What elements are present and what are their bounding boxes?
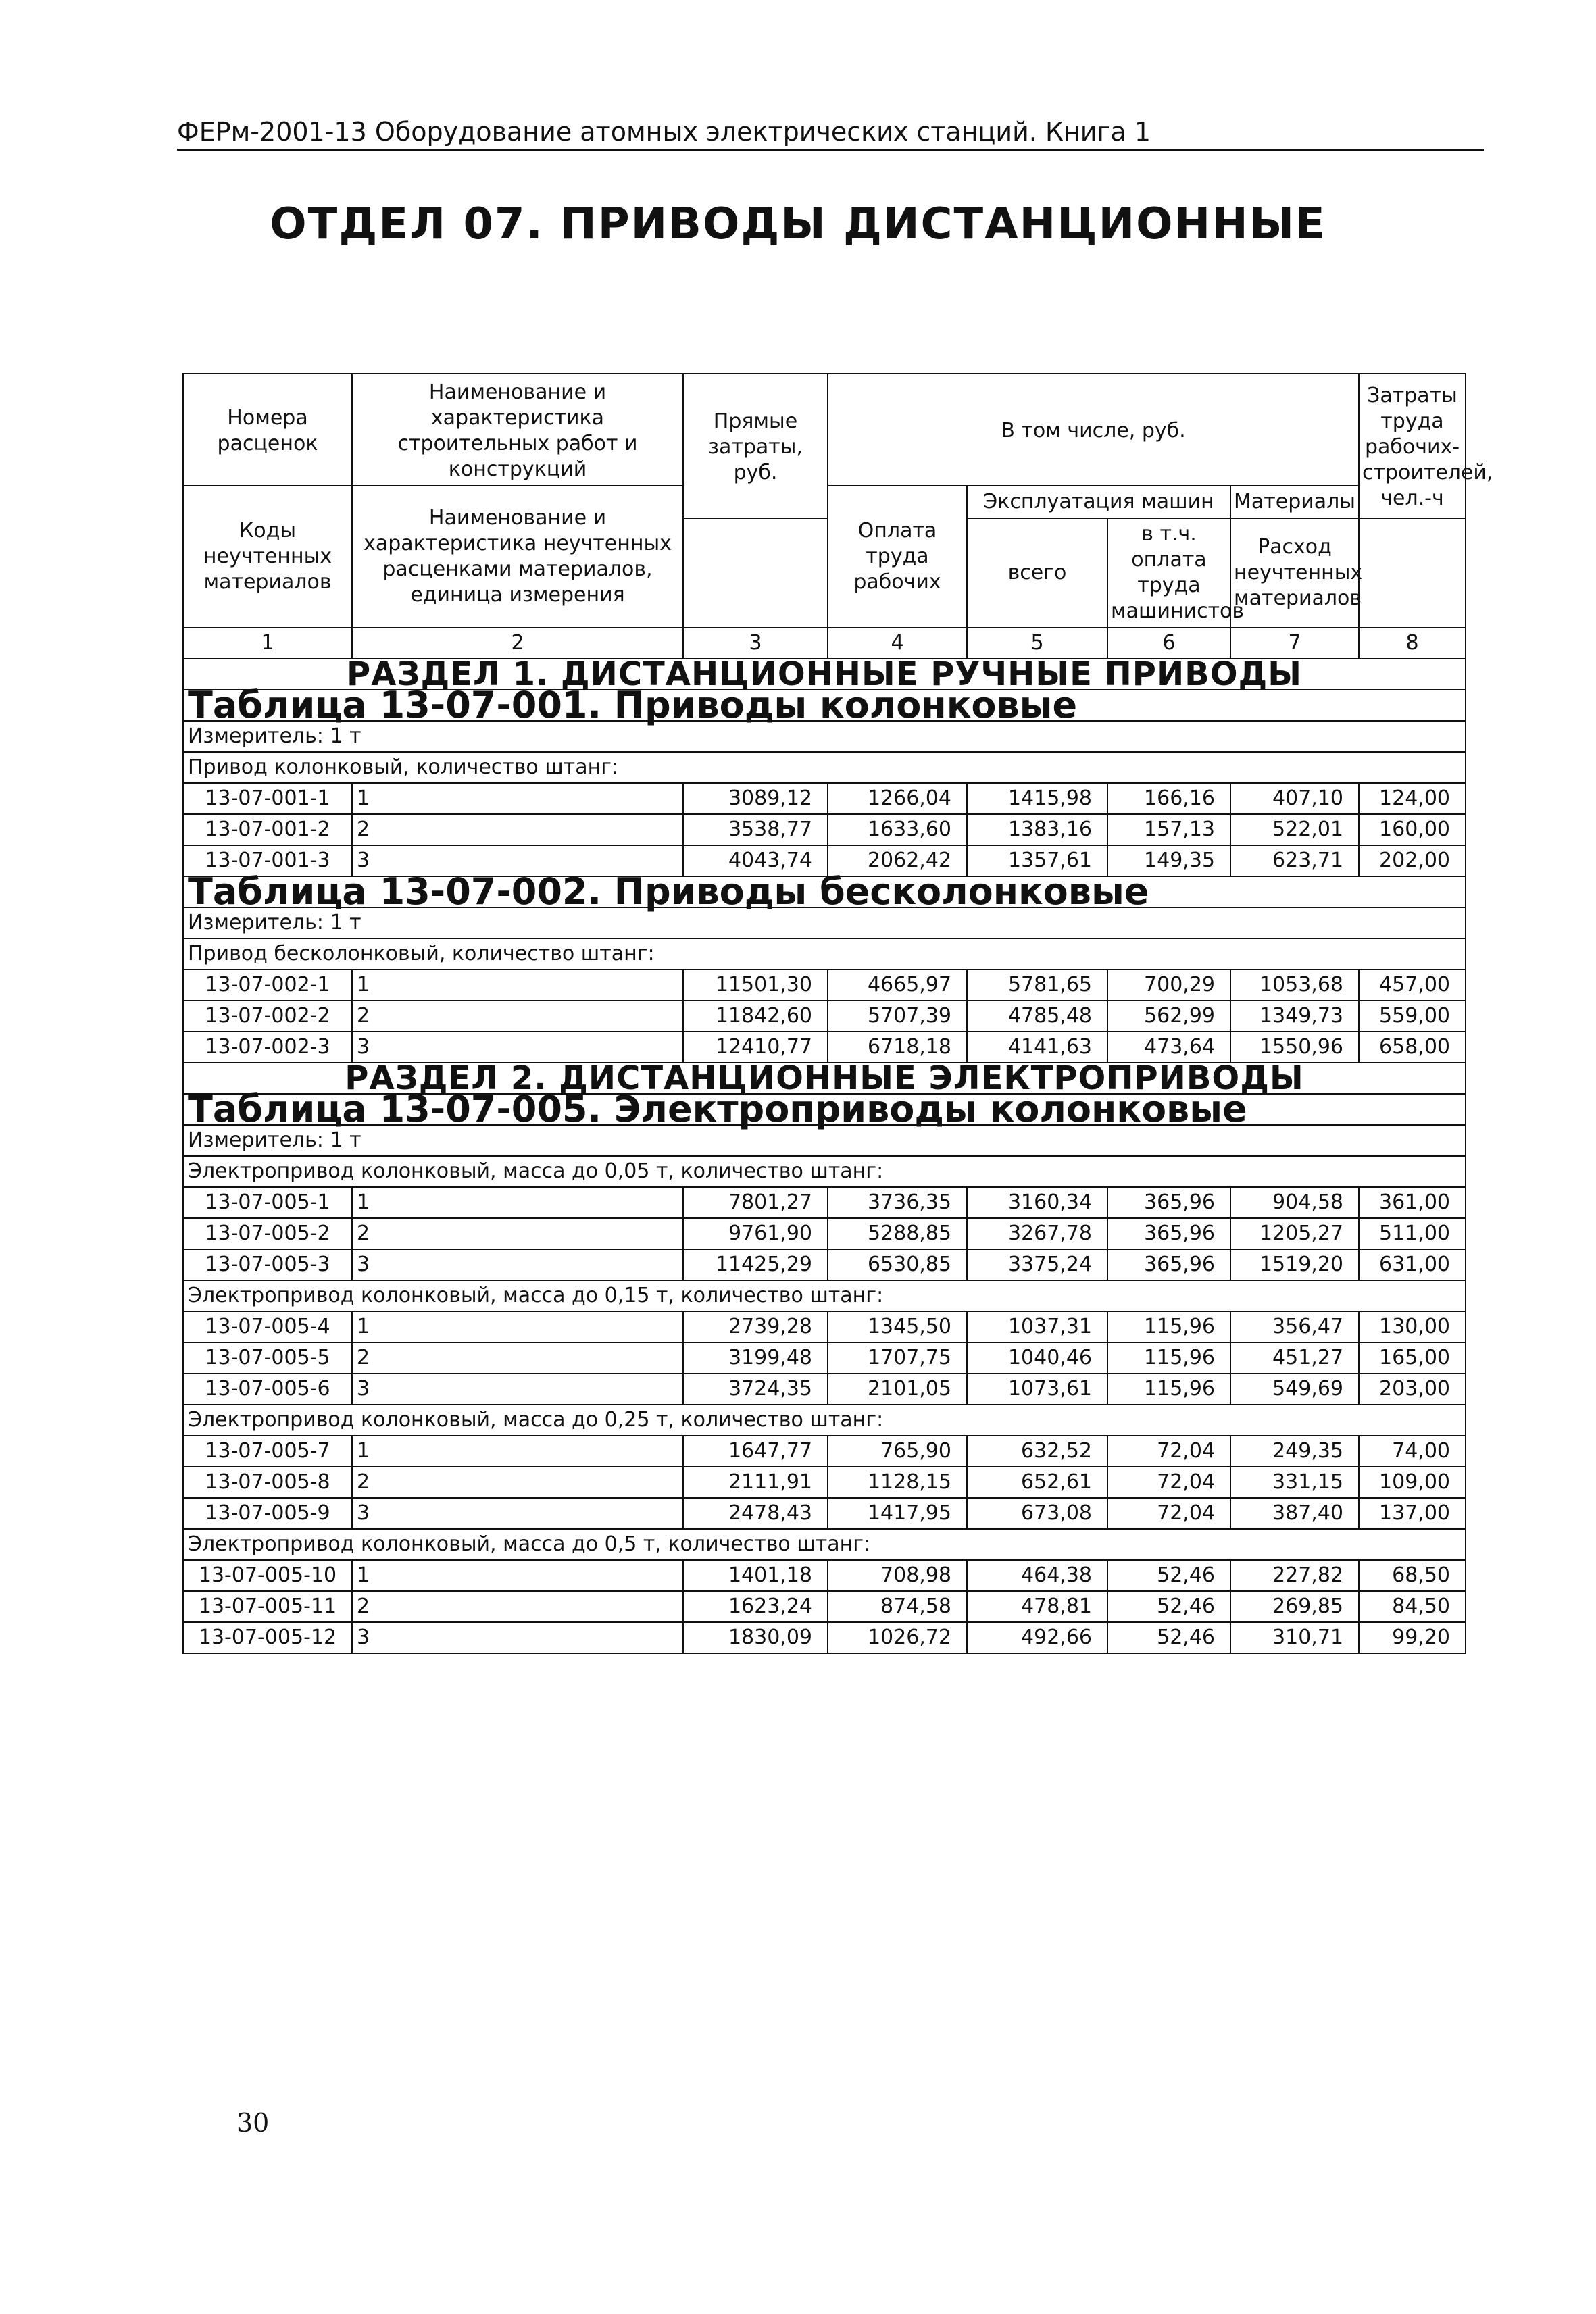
table-row [183,1498,1466,1529]
table-cell: 99,20 [1359,1622,1466,1653]
table-cell: 3 [352,1249,683,1280]
table-title-row [183,690,1466,721]
table-cell: 1073,61 [967,1374,1107,1405]
col-labor-costs-cont [1359,518,1466,628]
col-work-name: Наименование и характеристика строительных работ и конструкций [352,374,683,486]
table-cell: 157,13 [1107,814,1230,845]
table-cell: 1417,95 [828,1498,967,1529]
table-cell: 72,04 [1107,1436,1230,1467]
table-cell: 365,96 [1107,1249,1230,1280]
table-cell: 904,58 [1230,1187,1359,1218]
table-cell: 1 [352,783,683,814]
col-incl-rub: В том числе, руб. [828,374,1359,486]
table-title: Таблица 13-07-001. Приводы колонковые [183,690,1466,721]
table-cell: 1128,15 [828,1467,967,1498]
table-cell: 3538,77 [683,814,828,845]
section-title: РАЗДЕЛ 2. ДИСТАНЦИОННЫЕ ЭЛЕКТРОПРИВОДЫ [183,1063,1466,1094]
table-cell: 451,27 [1230,1342,1359,1374]
table-cell: 631,00 [1359,1249,1466,1280]
col-materials: Материалы [1230,486,1359,518]
table-title: Таблица 13-07-005. Электроприводы колонковые [183,1094,1466,1125]
col-number: 1 [183,628,352,659]
table-cell: 361,00 [1359,1187,1466,1218]
rates-table [182,373,1493,1654]
table-cell: 1519,20 [1230,1249,1359,1280]
table-cell: 673,08 [967,1498,1107,1529]
col-total: всего [967,518,1107,628]
table-row [183,814,1466,845]
group-label: Электропривод колонковый, масса до 0,15 т, количество штанг: [183,1280,1466,1311]
table-cell: 652,61 [967,1467,1107,1498]
table-cell: 84,50 [1359,1591,1466,1622]
col-number: 5 [967,628,1107,659]
table-cell: 3 [352,1032,683,1063]
col-machinist-pay: в т.ч. оплата труда машинистов [1107,518,1230,628]
table-cell: 1037,31 [967,1311,1107,1342]
table-cell: 13-07-002-1 [183,970,352,1001]
table-cell: 68,50 [1359,1560,1466,1591]
table-row [183,1187,1466,1218]
table-cell: 464,38 [967,1560,1107,1591]
table-cell: 1266,04 [828,783,967,814]
table-cell: 708,98 [828,1560,967,1591]
page-number: 30 [236,2108,270,2138]
table-cell: 478,81 [967,1591,1107,1622]
table-cell: 13-07-005-5 [183,1342,352,1374]
table-cell: 3199,48 [683,1342,828,1374]
col-rate-numbers: Номера расценок [183,374,352,486]
department-title: ОТДЕЛ 07. ПРИВОДЫ ДИСТАНЦИОННЫЕ [270,199,1326,249]
table-row [183,1249,1466,1280]
table-cell: 4785,48 [967,1001,1107,1032]
table-cell: 13-07-005-12 [183,1622,352,1653]
group-label: Электропривод колонковый, масса до 0,05 т, количество штанг: [183,1156,1466,1187]
table-cell: 202,00 [1359,845,1466,876]
col-number: 7 [1230,628,1359,659]
col-direct-costs: Прямые затраты, руб. [683,374,828,518]
table-body [183,655,1466,1653]
table-cell: 13-07-005-9 [183,1498,352,1529]
table-cell: 13-07-002-3 [183,1032,352,1063]
table-cell: 203,00 [1359,1374,1466,1405]
col-number: 2 [352,628,683,659]
table-cell: 12410,77 [683,1032,828,1063]
table-row [183,1436,1466,1467]
table-cell: 1 [352,1311,683,1342]
table-row [183,1218,1466,1249]
table-cell: 3 [352,1498,683,1529]
table-cell: 2 [352,1001,683,1032]
table-cell: 6530,85 [828,1249,967,1280]
table-cell: 13-07-001-3 [183,845,352,876]
table-cell: 1707,75 [828,1342,967,1374]
measure-unit: Измеритель: 1 т [183,1125,1466,1156]
group-row [183,1529,1466,1560]
table-cell: 1026,72 [828,1622,967,1653]
table-cell: 115,96 [1107,1342,1230,1374]
table-cell: 310,71 [1230,1622,1359,1653]
table-cell: 115,96 [1107,1374,1230,1405]
col-direct-costs-cont [683,518,828,628]
table-cell: 549,69 [1230,1374,1359,1405]
table-cell: 166,16 [1107,783,1230,814]
group-label: Привод колонковый, количество штанг: [183,752,1466,783]
table-cell: 1633,60 [828,814,967,845]
table-cell: 1 [352,1187,683,1218]
table-cell: 74,00 [1359,1436,1466,1467]
table-cell: 13-07-001-2 [183,814,352,845]
table-cell: 137,00 [1359,1498,1466,1529]
table-cell: 4141,63 [967,1032,1107,1063]
table-cell: 9761,90 [683,1218,828,1249]
group-label: Электропривод колонковый, масса до 0,25 т, количество штанг: [183,1405,1466,1436]
table-cell: 492,66 [967,1622,1107,1653]
table-cell: 6718,18 [828,1032,967,1063]
table-cell: 5781,65 [967,970,1107,1001]
table-cell: 407,10 [1230,783,1359,814]
table-cell: 149,35 [1107,845,1230,876]
table-cell: 11425,29 [683,1249,828,1280]
table-cell: 72,04 [1107,1498,1230,1529]
table-cell: 249,35 [1230,1436,1359,1467]
table-cell: 700,29 [1107,970,1230,1001]
col-material-codes: Коды неучтенных материалов [183,486,352,628]
measure-unit: Измеритель: 1 т [183,721,1466,752]
col-material-name: Наименование и характеристика неучтенных расценками материалов, единица измерения [352,486,683,628]
table-cell: 511,00 [1359,1218,1466,1249]
table-cell: 2 [352,1218,683,1249]
table-cell: 2 [352,1467,683,1498]
table-cell: 356,47 [1230,1311,1359,1342]
table-cell: 115,96 [1107,1311,1230,1342]
col-worker-pay: Оплата труда рабочих [828,486,967,628]
table-cell: 2062,42 [828,845,967,876]
table-cell: 2478,43 [683,1498,828,1529]
table-cell: 3089,12 [683,783,828,814]
table-header [183,374,1493,659]
group-row [183,752,1466,783]
group-label: Привод бесколонковый, количество штанг: [183,938,1466,970]
table-cell: 1349,73 [1230,1001,1359,1032]
table-cell: 13-07-002-2 [183,1001,352,1032]
table-cell: 3375,24 [967,1249,1107,1280]
table-cell: 3267,78 [967,1218,1107,1249]
table-cell: 473,64 [1107,1032,1230,1063]
table-title: Таблица 13-07-002. Приводы бесколонковые [183,876,1466,907]
table-row [183,1622,1466,1653]
section-title: РАЗДЕЛ 1. ДИСТАНЦИОННЫЕ РУЧНЫЕ ПРИВОДЫ [183,659,1466,690]
table-cell: 269,85 [1230,1591,1359,1622]
table-cell: 1830,09 [683,1622,828,1653]
table-cell: 1647,77 [683,1436,828,1467]
measure-unit: Измеритель: 1 т [183,907,1466,938]
table-cell: 7801,27 [683,1187,828,1218]
table-cell: 11842,60 [683,1001,828,1032]
table-row [183,1374,1466,1405]
running-header: ФЕРм-2001-13 Оборудование атомных электрических станций. Книга 1 [177,115,1484,151]
col-number: 4 [828,628,967,659]
group-row [183,1405,1466,1436]
table-row [183,1001,1466,1032]
table-cell: 632,52 [967,1436,1107,1467]
table-row [183,1591,1466,1622]
table-cell: 13-07-005-8 [183,1467,352,1498]
table-cell: 3160,34 [967,1187,1107,1218]
table-cell: 365,96 [1107,1187,1230,1218]
table-cell: 13-07-005-4 [183,1311,352,1342]
col-number: 3 [683,628,828,659]
col-labor-costs: Затраты труда рабочих-строителей, чел.-ч [1359,374,1466,518]
col-material-use: Расход неучтенных материалов [1230,518,1359,628]
table-cell: 3724,35 [683,1374,828,1405]
table-cell: 2 [352,814,683,845]
table-cell: 3736,35 [828,1187,967,1218]
table-cell: 3 [352,845,683,876]
table-cell: 1040,46 [967,1342,1107,1374]
table-cell: 522,01 [1230,814,1359,845]
table-title-row [183,876,1466,907]
group-label: Электропривод колонковый, масса до 0,5 т, количество штанг: [183,1529,1466,1560]
table-cell: 13-07-005-11 [183,1591,352,1622]
group-row [183,1156,1466,1187]
table-cell: 1383,16 [967,814,1107,845]
table-cell: 4043,74 [683,845,828,876]
table-cell: 1401,18 [683,1560,828,1591]
table-cell: 1415,98 [967,783,1107,814]
table-cell: 1357,61 [967,845,1107,876]
table-cell: 13-07-005-1 [183,1187,352,1218]
table-cell: 13-07-005-7 [183,1436,352,1467]
table-cell: 160,00 [1359,814,1466,845]
table-cell: 227,82 [1230,1560,1359,1591]
table-row [183,1311,1466,1342]
table-cell: 623,71 [1230,845,1359,876]
table-cell: 52,46 [1107,1560,1230,1591]
table-cell: 52,46 [1107,1622,1230,1653]
table-row [183,1342,1466,1374]
table-cell: 2 [352,1591,683,1622]
table-row [183,1467,1466,1498]
group-row [183,938,1466,970]
table-cell: 365,96 [1107,1218,1230,1249]
table-cell: 765,90 [828,1436,967,1467]
table-cell: 4665,97 [828,970,967,1001]
table-cell: 52,46 [1107,1591,1230,1622]
table-cell: 72,04 [1107,1467,1230,1498]
table-cell: 165,00 [1359,1342,1466,1374]
table-cell: 3 [352,1374,683,1405]
group-row [183,1280,1466,1311]
table-cell: 13-07-005-10 [183,1560,352,1591]
table-row [183,1032,1466,1063]
table-cell: 1 [352,1436,683,1467]
table-cell: 874,58 [828,1591,967,1622]
table-cell: 457,00 [1359,970,1466,1001]
table-cell: 130,00 [1359,1311,1466,1342]
table-title-row [183,1094,1466,1125]
table-cell: 1205,27 [1230,1218,1359,1249]
table-cell: 11501,30 [683,970,828,1001]
table-cell: 3 [352,1622,683,1653]
table-cell: 559,00 [1359,1001,1466,1032]
table-cell: 1550,96 [1230,1032,1359,1063]
table-cell: 13-07-005-6 [183,1374,352,1405]
table-cell: 1053,68 [1230,970,1359,1001]
table-cell: 2111,91 [683,1467,828,1498]
table-cell: 13-07-001-1 [183,783,352,814]
table-cell: 1623,24 [683,1591,828,1622]
table-cell: 1 [352,1560,683,1591]
table-row [183,970,1466,1001]
table-cell: 13-07-005-2 [183,1218,352,1249]
table-cell: 13-07-005-3 [183,1249,352,1280]
col-machine-operation: Эксплуатация машин [967,486,1230,518]
table-cell: 1345,50 [828,1311,967,1342]
table-cell: 5288,85 [828,1218,967,1249]
table-cell: 124,00 [1359,783,1466,814]
table-cell: 387,40 [1230,1498,1359,1529]
col-number: 6 [1107,628,1230,659]
table-cell: 2 [352,1342,683,1374]
table-cell: 109,00 [1359,1467,1466,1498]
table-cell: 1 [352,970,683,1001]
table-cell: 562,99 [1107,1001,1230,1032]
table-cell: 331,15 [1230,1467,1359,1498]
col-number: 8 [1359,628,1466,659]
table-cell: 5707,39 [828,1001,967,1032]
table-cell: 2739,28 [683,1311,828,1342]
table-cell: 658,00 [1359,1032,1466,1063]
table-cell: 2101,05 [828,1374,967,1405]
table-row [183,1560,1466,1591]
table-row [183,783,1466,814]
